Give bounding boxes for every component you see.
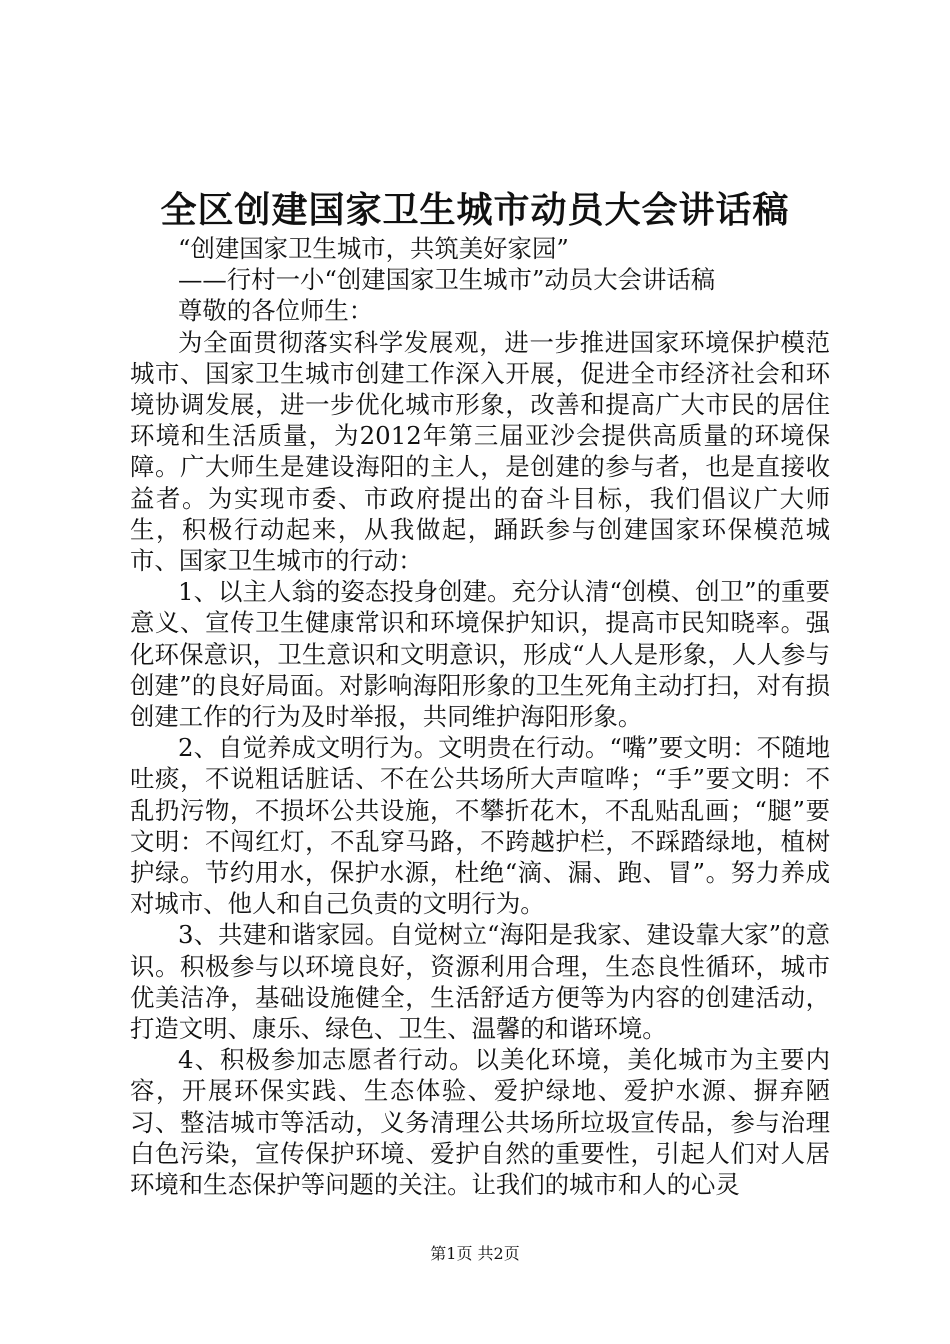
- document-title: 全区创建国家卫生城市动员大会讲话稿: [160, 189, 790, 231]
- paragraph-item-3: 3、共建和谐家园。自觉树立“海阳是我家、建设靠大家”的意识。积极参与以环境良好，资源利用合理，生态良性循环，城市优美洁净，基础设施健全，生活舒适方便等为内容的创建活动，打造文明、康乐、绿色、卫生、温馨的和谐环境。: [130, 920, 830, 1044]
- paragraph-item-2: 2、自觉养成文明行为。文明贵在行动。“嘴”要文明：不随地吐痰，不说粗话脏话、不在公共场所大声喧哗；“手”要文明：不乱扔污物，不损坏公共设施，不攀折花木，不乱贴乱画；“腿”要文明：不闯红灯，不乱穿马路，不跨越护栏，不踩踏绿地，植树护绿。节约用水，保护水源，杜绝“滴、漏、跑、冒”。努力养成对城市、他人和自己负责的文明行为。: [130, 733, 830, 919]
- paragraph-item-4: 4、积极参加志愿者行动。以美化环境，美化城市为主要内容，开展环保实践、生态体验、爱护绿地、爱护水源、摒弃陋习、整洁城市等活动，义务清理公共场所垃圾宣传品，参与治理白色污染，宣传保护环境、爱护自然的重要性，引起人们对人居环境和生态保护等问题的关注。让我们的城市和人的心灵: [130, 1045, 830, 1200]
- greeting: 尊敬的各位师生：: [178, 296, 374, 326]
- paragraph-item-1: 1、以主人翁的姿态投身创建。充分认清“创模、创卫”的重要意义、宣传卫生健康常识和环境保护知识，提高市民知晓率。强化环保意识，卫生意识和文明意识，形成“人人是形象，人人参与创建”的良好局面。对影响海阳形象的卫生死角主动打扫，对有损创建工作的行为及时举报，共同维护海阳形象。: [130, 577, 830, 732]
- slogan: “创建国家卫生城市，共筑美好家园”: [178, 234, 569, 263]
- document-body: [130, 233, 830, 1200]
- page-footer: 第1页 共2页: [430, 1244, 520, 1263]
- subtitle: ——行村一小“创建国家卫生城市”动员大会讲话稿: [178, 265, 716, 295]
- paragraph-intro: 为全面贯彻落实科学发展观，进一步推进国家环境保护模范城市、国家卫生城市创建工作深入开展，促进全市经济社会和环境协调发展，进一步优化城市形象，改善和提高广大市民的居住环境和生活质量，为2012年第三届亚沙会提供高质量的环境保障。广大师生是建设海阳的主人，是创建的参与者，也是直接收益者。为实现市委、市政府提出的奋斗目标，我们倡议广大师生，积极行动起来，从我做起，踊跃参与创建国家环保模范城市、国家卫生城市的行动：: [130, 327, 830, 576]
